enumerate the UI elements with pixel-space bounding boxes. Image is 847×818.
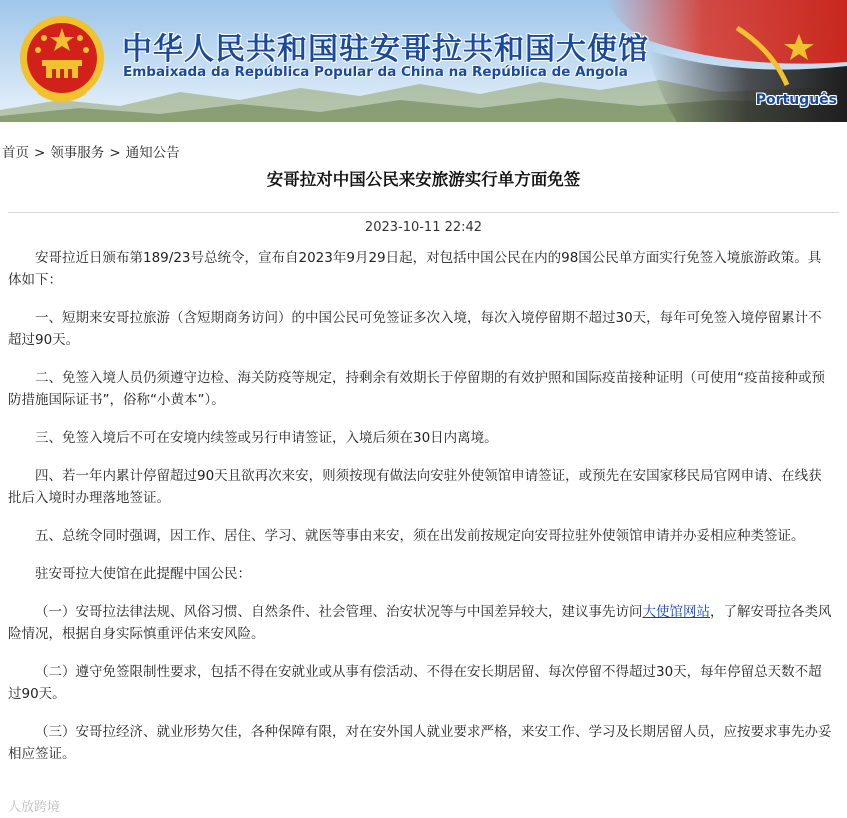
article-body (8, 247, 834, 781)
title-divider (8, 212, 839, 213)
site-title-portuguese: Embaixada da República Popular da China na República de Angola (123, 64, 628, 80)
breadcrumb (2, 141, 180, 161)
reminder-1-text: （一）安哥拉法律法规、风俗习惯、自然条件、社会管理、治安状况等与中国差异较大，建议事先访问 (35, 604, 643, 620)
site-banner (0, 0, 847, 122)
article-paragraph: 三、免签入境后不可在安境内续签或另行申请签证，入境后须在30日内离境。 (35, 430, 498, 446)
reminder-paragraph-2: （二）遵守免签限制性要求，包括不得在安就业或从事有偿活动、不得在安长期居留、每次停留不得超过30天，每年停留总天数不超过90天。 (8, 664, 822, 702)
article-date: 2023-10-11 22:42 (364, 220, 483, 235)
breadcrumb-notices[interactable]: 通知公告 (125, 145, 180, 161)
article-paragraph: 二、免签入境人员仍须遵守边检、海关防疫等规定，持剩余有效期长于停留期的有效护照和国际疫苗接种证明（可使用“疫苗接种或预防措施国际证书”，俗称“小黄本”）。 (8, 370, 825, 408)
article-paragraph: 五、总统令同时强调，因工作、居住、学习、就医等事由来安，须在出发前按规定向安哥拉驻外使领馆申请并办妥相应种类签证。 (35, 528, 805, 544)
article-paragraph: 安哥拉近日颁布第189/23号总统令，宣布自2023年9月29日起，对包括中国公民在内的98国公民单方面实行免签入境旅游政策。具体如下： (8, 250, 822, 288)
site-title-chinese: 中华人民共和国驻安哥拉共和国大使馆 (122, 32, 649, 67)
embassy-website-link[interactable]: 大使馆网站 (642, 604, 710, 620)
reminder-1-text-cont: ，了解安哥拉各类风险情况，根据自身实际慎重评估来安风险。 (8, 604, 832, 642)
breadcrumb-separator: > (109, 145, 121, 161)
language-link-portuguese[interactable]: Português (755, 92, 837, 108)
reminder-paragraph-3: （三）安哥拉经济、就业形势欠佳，各种保障有限，对在安外国人就业要求严格，来安工作、学习及长期居留人员，应按要求事先办妥相应签证。 (8, 724, 832, 762)
article-paragraph: 驻安哥拉大使馆在此提醒中国公民： (35, 566, 251, 582)
article-title: 安哥拉对中国公民来安旅游实行单方面免签 (266, 170, 581, 189)
breadcrumb-consular[interactable]: 领事服务 (50, 145, 105, 161)
breadcrumb-separator: > (34, 145, 46, 161)
breadcrumb-home[interactable]: 首页 (2, 145, 29, 161)
article-paragraph: 一、短期来安哥拉旅游（含短期商务访问）的中国公民可免签证多次入境，每次入境停留期不超过30天，每年可免签入境停留累计不超过90天。 (8, 310, 822, 348)
national-emblem-icon (16, 12, 108, 110)
reminder-paragraph-1 (8, 601, 834, 645)
watermark-text: 人放跨境 (8, 800, 61, 815)
article-paragraph: 四、若一年内累计停留超过90天且欲再次来安，则须按现有做法向安驻外使领馆申请签证，或预先在安国家移民局官网申请、在线获批后入境时办理落地签证。 (8, 468, 822, 506)
